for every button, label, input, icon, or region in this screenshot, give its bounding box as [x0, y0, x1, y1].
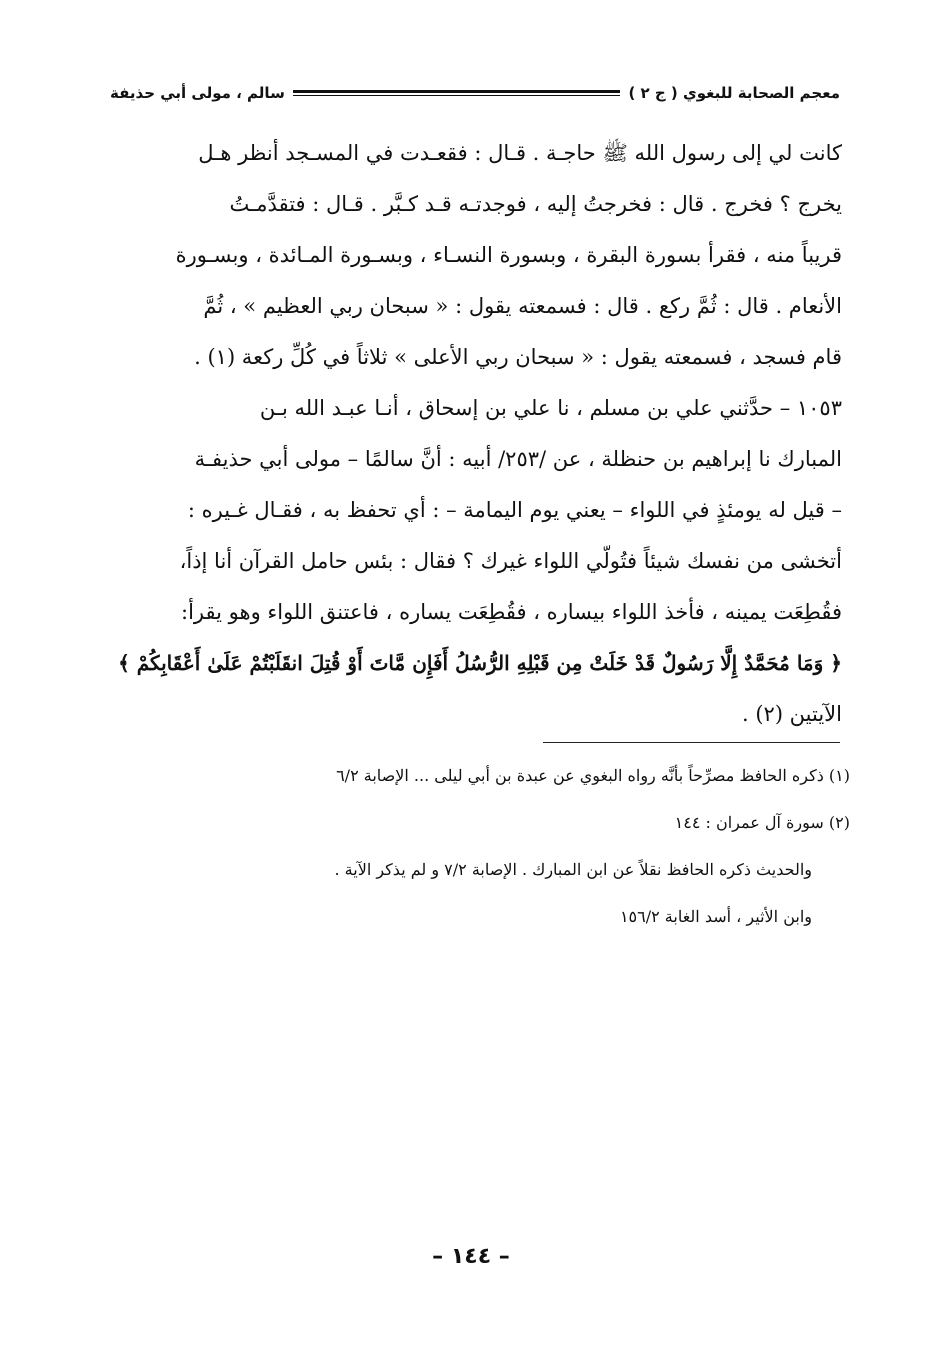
- quran-verse-line: ﴿ وَمَا مُحَمَّدٌ إِلَّا رَسُولٌ قَدْ خَلَتْ مِن قَبْلِهِ الرُّسُلُ أَفَإِن مَّاتَ أَوْ قُتِلَ انقَلَبْتُمْ عَلَىٰ أَعْقَابِكُمْ ﴾: [118, 651, 842, 675]
- footnotes: [160, 752, 850, 940]
- header-rule: [293, 90, 621, 96]
- main-text: [104, 128, 842, 740]
- text-line: قام فسجد ، فسمعته يقول : « سبحان ربي الأعلى » ثلاثاً في كُلِّ ركعة (١) .: [194, 345, 842, 369]
- text-line: أتخشى من نفسك شيئاً فتُولّي اللواء غيرك ؟ فقال : بئس حامل القرآن أنا إذاً،: [179, 549, 842, 573]
- text-line: – قيل له يومئذٍ في اللواء – يعني يوم اليمامة – : أي تحفظ به ، فقـال غـيره :: [187, 498, 842, 522]
- footnote-2-continuation: وابن الأثير ، أسد الغابة ١٥٦/٢: [619, 907, 812, 926]
- footnote-1: (١) ذكره الحافظ مصرِّحاً بأنَّه رواه البغوي عن عبدة بن أبي ليلى ... الإصابة ٦/٢: [336, 766, 850, 785]
- text-line: كانت لي إلى رسول الله ﷺ حاجـة . قـال : فقعـدت في المسـجد أنظر هـل: [198, 141, 842, 165]
- page-number: – ١٤٤ –: [432, 1244, 510, 1269]
- book-title: معجم الصحابة للبغوي ( ج ٢ ): [628, 84, 840, 102]
- footnote-separator: [543, 742, 840, 743]
- footnote-2: (٢) سورة آل عمران : ١٤٤: [674, 813, 850, 832]
- text-line: قريباً منه ، فقرأ بسورة البقرة ، وبسورة النسـاء ، وبسـورة المـائدة ، وبسـورة: [175, 243, 842, 267]
- text-line: المبارك نا إبراهيم بن حنظلة ، عن /٢٥٣/ أبيه : أنَّ سالمًا – مولى أبي حذيفـة: [194, 447, 842, 471]
- text-line: يخرج ؟ فخرج . قال : فخرجتُ إليه ، فوجدتـه قـد كـبَّر . قـال : فتقدَّمـتُ: [229, 192, 842, 216]
- text-line: الآيتين (٢) .: [741, 702, 842, 726]
- section-title: سالم ، مولى أبي حذيفة: [110, 84, 285, 102]
- footnote-2-continuation: والحديث ذكره الحافظ نقلاً عن ابن المبارك . الإصابة ٧/٢ و لم يذكر الآية .: [334, 860, 812, 879]
- text-line: الأنعام . قال : ثُمَّ ركع . قال : فسمعته يقول : « سبحان ربي العظيم » ، ثُمَّ: [203, 294, 842, 318]
- hadith-start-line: ١٠٥٣ – حدَّثني علي بن مسلم ، نا علي بن إسحاق ، أنـا عبـد الله بـن: [259, 396, 842, 420]
- running-header: [110, 78, 840, 108]
- text-line: فقُطِعَت يمينه ، فأخذ اللواء بيساره ، فقُطِعَت يساره ، فاعتنق اللواء وهو يقرأ:: [181, 600, 842, 624]
